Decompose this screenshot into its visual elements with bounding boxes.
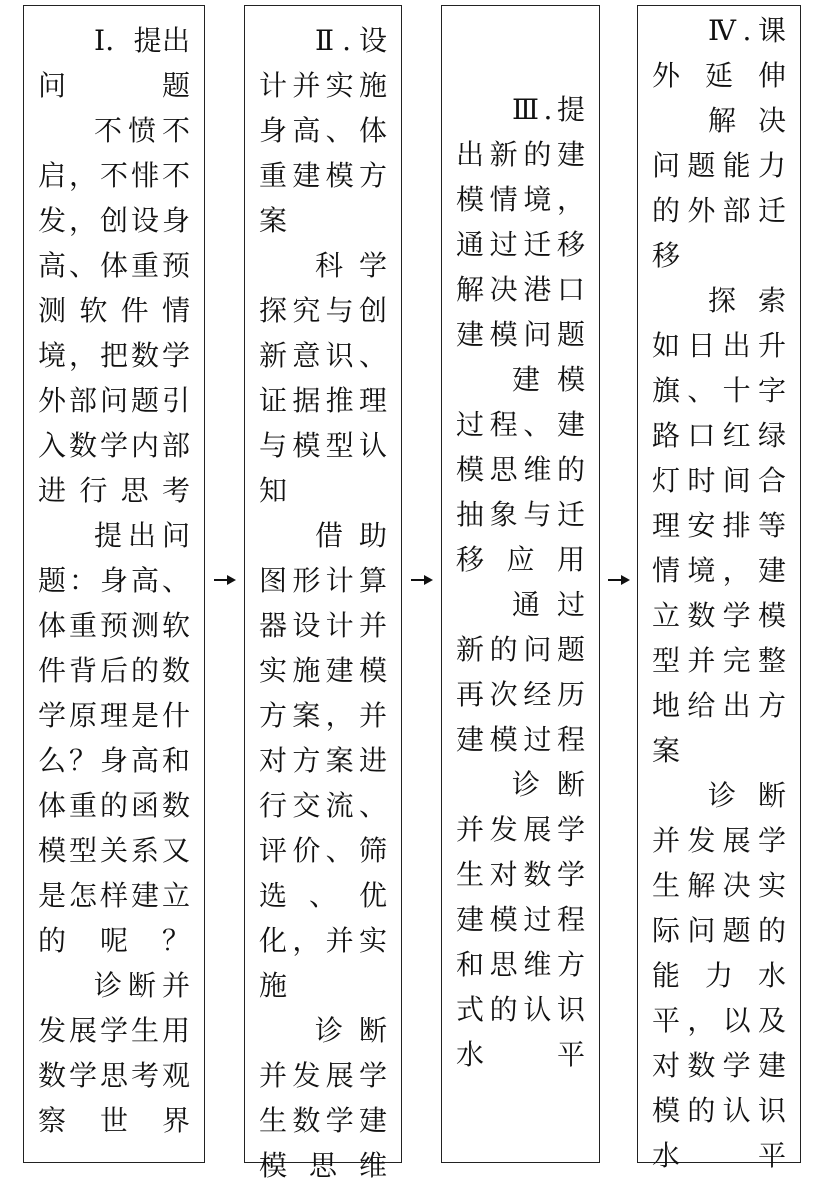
stage-1-paragraph-3: 诊断并发展学生用数学思考观察世界 [38, 969, 190, 1137]
stage-4-paragraph-3: 诊断并发展学生解决实际问题的能力水平，以及对数学建模的认识水平 [652, 779, 786, 1172]
stage-1-title: Ⅰ．提出问题 [38, 24, 190, 102]
stage-4-paragraph-1: 解决问题能力的外部迁移 [652, 104, 786, 272]
stage-2-title: Ⅱ.设计并实施身高、体重建模方案 [259, 24, 387, 237]
stage-1-paragraph-1: 不愤不启，不悱不发，创设身高、体重预测软件情境，把数学外部问题引入数学内部进行思考 [38, 114, 190, 507]
stage-1-paragraph-2: 提出问题：身高、体重预测软件背后的数学原理是什么？身高和体重的函数模型关系又是怎样建立的呢？ [38, 519, 190, 957]
stage-3-box [441, 5, 600, 1163]
stage-3-paragraph-2: 通过新的问题再次经历建模过程 [456, 588, 585, 756]
right-arrow-icon [606, 567, 632, 593]
stage-4-title: Ⅳ.课外延伸 [652, 14, 786, 92]
stage-3-paragraph-1: 建模过程、建模思维的抽象与迁移应用 [456, 363, 585, 576]
right-arrow-icon [212, 567, 238, 593]
stage-1-box [23, 5, 205, 1163]
stage-2-paragraph-3: 诊断并发展学生数学建模思维 [259, 1014, 387, 1182]
stage-3-title: Ⅲ.提出新的建模情境，通过迁移解决港口建模问题 [456, 93, 585, 351]
stage-2-paragraph-1: 科学探究与创新意识、证据推理与模型认知 [259, 249, 387, 507]
stage-2-box [244, 5, 402, 1182]
stage-4-box [637, 5, 801, 1172]
stage-3-paragraph-3: 诊断并发展学生对数学建模过程和思维方式的认识水平 [456, 768, 585, 1071]
stage-2-paragraph-2: 借助图形计算器设计并实施建模方案，并对方案进行交流、评价、筛选、优化，并实施 [259, 519, 387, 1002]
stage-4-paragraph-2: 探索如日出升旗、十字路口红绿灯时间合理安排等情境，建立数学模型并完整地给出方案 [652, 284, 786, 767]
right-arrow-icon [409, 567, 435, 593]
